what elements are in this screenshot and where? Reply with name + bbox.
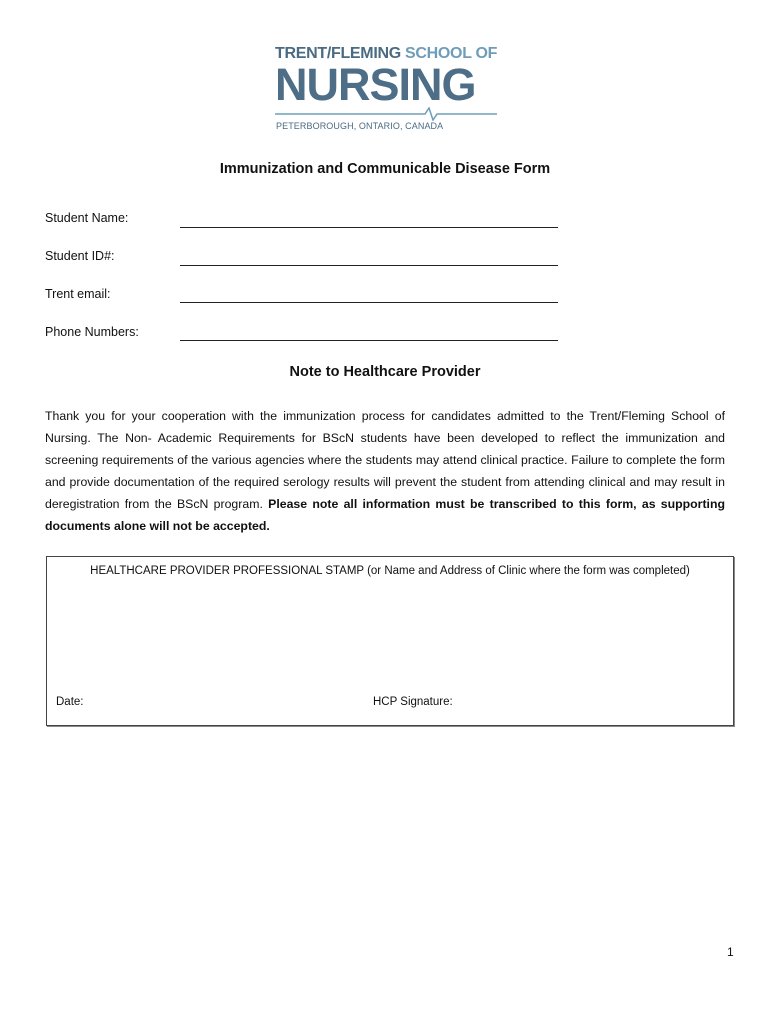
student-id-label: Student ID#: bbox=[45, 249, 115, 263]
trent-email-field[interactable] bbox=[180, 302, 558, 303]
logo-location: PETERBOROUGH, ONTARIO, CANADA bbox=[276, 121, 444, 131]
hcp-signature-label: HCP Signature: bbox=[373, 696, 453, 708]
student-name-label: Student Name: bbox=[45, 211, 129, 225]
logo-school-of: SCHOOL OF bbox=[405, 45, 498, 62]
note-body-text: Thank you for your cooperation with the immunization process for candidates admitted to the Trent/Fleming School of Nursing. The Non- Academic Requirements for BScN students have been developed to reflect the immunization and screening requirements of the various agencies where the students may attend clinical practice. Failure to complete the form and provide documentation of the required serology results will prevent the student from attending clinical and may result in deregistration from the BScN program. bbox=[45, 409, 725, 511]
note-body bbox=[45, 405, 725, 537]
logo-nursing: NURSING bbox=[275, 59, 476, 110]
stamp-box-title: HEALTHCARE PROVIDER PROFESSIONAL STAMP (or Name and Address of Clinic where the form was completed) bbox=[90, 565, 690, 577]
phone-numbers-label: Phone Numbers: bbox=[45, 325, 139, 339]
student-id-field[interactable] bbox=[180, 265, 558, 266]
logo-trent-fleming: TRENT/FLEMING bbox=[275, 45, 401, 62]
page-number: 1 bbox=[727, 945, 734, 959]
student-name-field[interactable] bbox=[180, 227, 558, 228]
phone-numbers-field[interactable] bbox=[180, 340, 558, 341]
heartbeat-line-icon bbox=[275, 107, 497, 121]
trent-email-label: Trent email: bbox=[45, 287, 111, 301]
date-label: Date: bbox=[56, 696, 84, 708]
note-title: Note to Healthcare Provider bbox=[289, 364, 481, 380]
provider-stamp-box[interactable] bbox=[46, 556, 734, 726]
school-logo bbox=[275, 45, 499, 137]
note-body-bold: Please note all information must be transcribed to this form, as supporting documents alone will not be accepted. bbox=[45, 497, 725, 533]
form-title: Immunization and Communicable Disease Form bbox=[219, 161, 551, 177]
